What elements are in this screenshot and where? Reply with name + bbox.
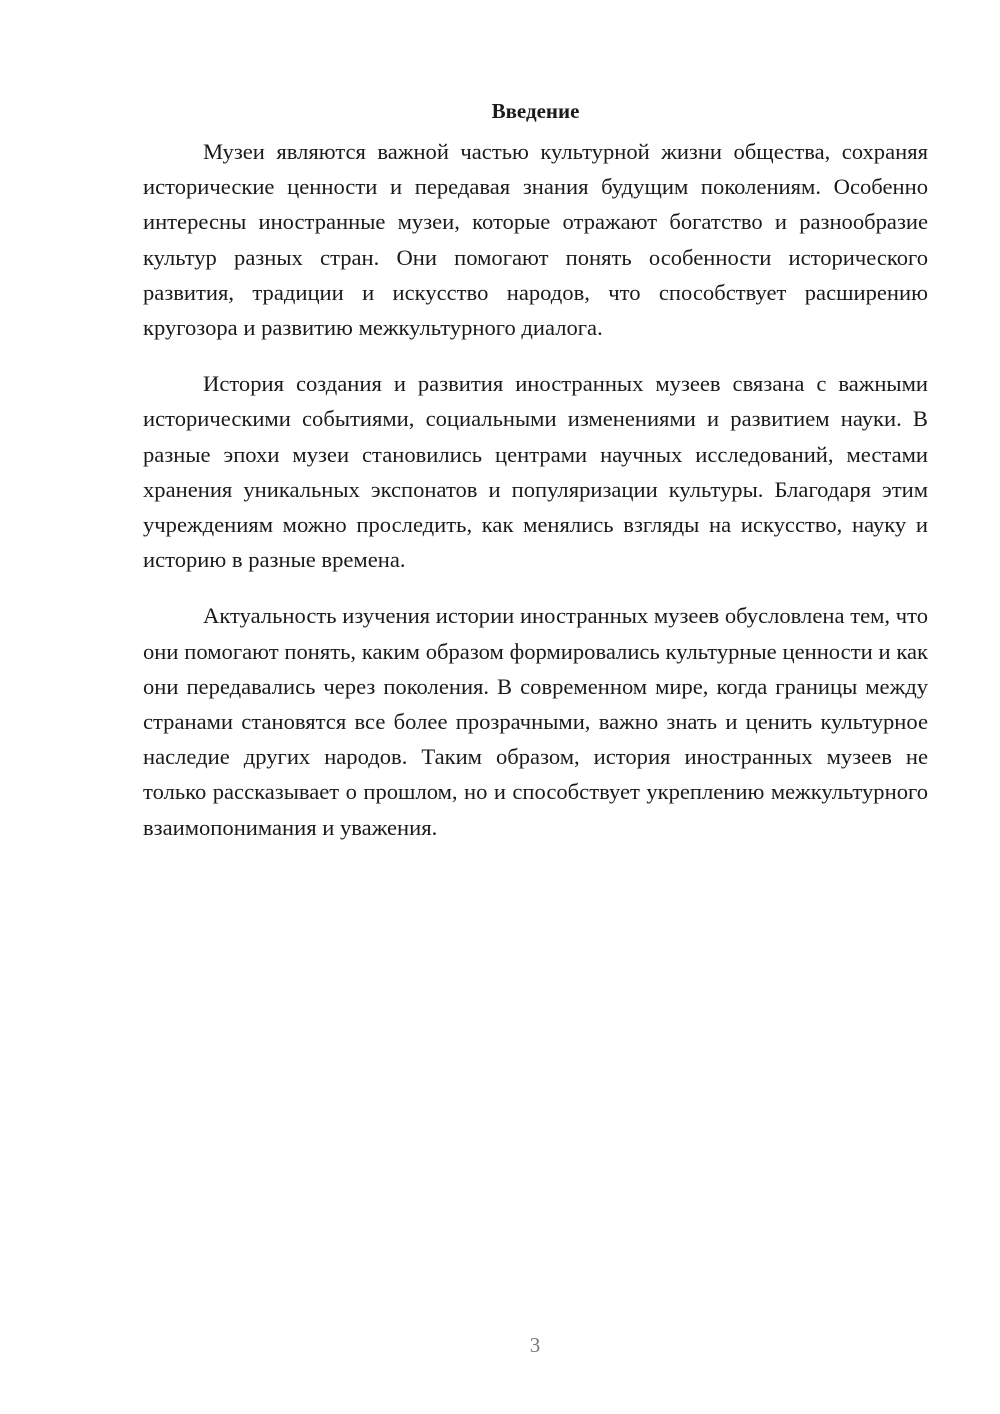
section-title: Введение	[491, 99, 580, 123]
paragraph-2: История создания и развития иностранных музеев связана с важными историческими событиями, социальными изменениями и развитием науки. В разные эпохи музеи становились центрами научных исследований, местами хранения уникальных экспонатов и популяризации культуры. Благодаря этим учреждениям можно проследить, как менялись взгляды на искусство, науку и историю в разные времена.	[143, 371, 928, 573]
page-content	[143, 96, 928, 866]
page-number: 3	[529, 1333, 541, 1357]
paragraph-1: Музеи являются важной частью культурной жизни общества, сохраняя исторические ценности и передавая знания будущим поколениям. Особенно интересны иностранные музеи, которые отражают богатство и разнообразие культур разных стран. Они помогают понять особенности исторического развития, традиции и искусство народов, что способствует расширению кругозора и развитию межкультурного диалога.	[143, 139, 928, 341]
paragraph-3: Актуальность изучения истории иностранных музеев обусловлена тем, что они помогают понять, каким образом формировались культурные ценности и как они передавались через поколения. В современном мире, когда границы между странами становятся все более прозрачными, важно знать и ценить культурное наследие других народов. Таким образом, история иностранных музеев не только рассказывает о прошлом, но и способствует укреплению межкультурного взаимопонимания и уважения.	[143, 603, 928, 840]
